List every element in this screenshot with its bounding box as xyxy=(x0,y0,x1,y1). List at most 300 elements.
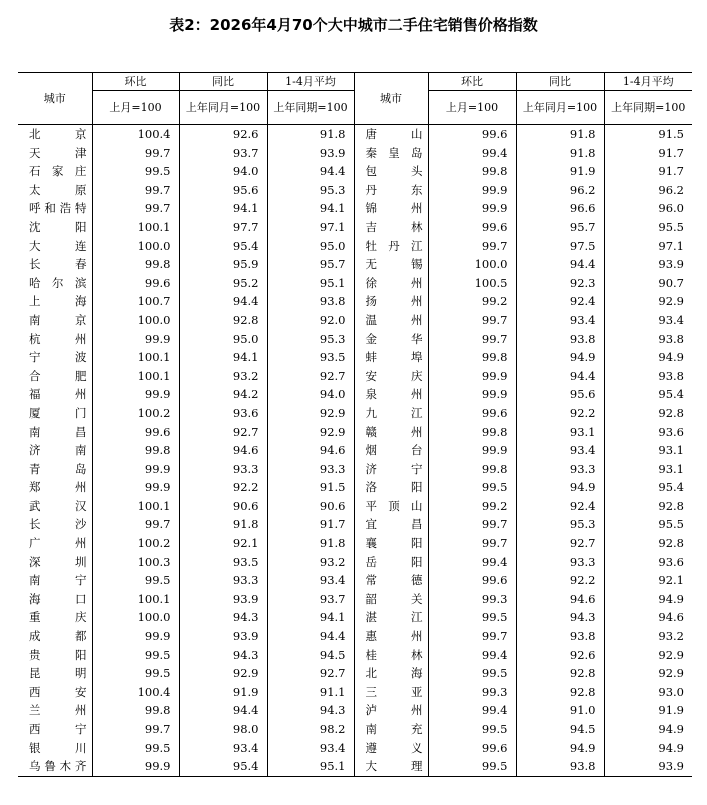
yoy-cell: 90.6 xyxy=(179,497,267,516)
yoy-cell-right: 92.6 xyxy=(516,646,604,665)
avg-cell: 91.7 xyxy=(267,515,354,534)
avg-cell-right: 92.9 xyxy=(604,292,692,311)
table-row xyxy=(18,720,692,739)
mom-cell: 99.5 xyxy=(92,646,179,665)
avg-cell: 92.9 xyxy=(267,423,354,442)
table-row xyxy=(18,348,692,367)
avg-cell: 92.9 xyxy=(267,404,354,423)
yoy-cell-right: 92.4 xyxy=(516,497,604,516)
yoy-cell-right: 92.7 xyxy=(516,534,604,553)
table-row xyxy=(18,311,692,330)
mom-cell: 99.5 xyxy=(92,162,179,181)
mom-subheader: 上月=100 xyxy=(92,91,179,125)
yoy-cell: 94.1 xyxy=(179,348,267,367)
city-cell: 大 连 xyxy=(29,238,87,253)
city-cell: 海 口 xyxy=(29,591,87,606)
mom-cell-right: 99.5 xyxy=(428,664,516,683)
avg-cell: 93.3 xyxy=(267,460,354,479)
mom-cell-right: 99.9 xyxy=(428,367,516,386)
mom-cell: 100.4 xyxy=(92,683,179,702)
mom-cell-right: 99.2 xyxy=(428,497,516,516)
mom-cell-right: 99.5 xyxy=(428,720,516,739)
mom-cell-right: 99.6 xyxy=(428,739,516,758)
yoy-cell: 95.6 xyxy=(179,181,267,200)
yoy-cell-right: 93.8 xyxy=(516,330,604,349)
city-cell: 太 原 xyxy=(29,182,87,197)
mom-cell: 99.5 xyxy=(92,664,179,683)
yoy-cell: 92.9 xyxy=(179,664,267,683)
city-cell: 杭 州 xyxy=(29,331,87,346)
mom-cell-right: 99.8 xyxy=(428,162,516,181)
mom-cell: 100.3 xyxy=(92,553,179,572)
mom-cell: 99.7 xyxy=(92,515,179,534)
avg-cell-right: 93.6 xyxy=(604,553,692,572)
avg-cell-right: 93.0 xyxy=(604,683,692,702)
avg-cell: 94.1 xyxy=(267,199,354,218)
table-body xyxy=(18,125,692,777)
avg-cell-right: 93.6 xyxy=(604,423,692,442)
city-cell: 武 汉 xyxy=(29,498,87,513)
avg-cell-right: 96.2 xyxy=(604,181,692,200)
yoy-cell: 95.0 xyxy=(179,330,267,349)
mom-cell-right: 99.5 xyxy=(428,608,516,627)
city-cell-right: 三 亚 xyxy=(354,683,428,702)
city-cell: 长 春 xyxy=(29,257,87,272)
mom-cell-right: 99.8 xyxy=(428,423,516,442)
city-cell-right: 扬 州 xyxy=(354,292,428,311)
mom-cell-right: 99.6 xyxy=(428,218,516,237)
avg-cell: 93.5 xyxy=(267,348,354,367)
yoy-cell: 93.3 xyxy=(179,460,267,479)
mom-cell: 100.0 xyxy=(92,237,179,256)
mom-header-right: 环比 xyxy=(428,73,516,91)
avg-cell: 91.1 xyxy=(267,683,354,702)
mom-cell: 100.1 xyxy=(92,348,179,367)
city-cell: 青 岛 xyxy=(29,461,87,476)
avg-cell-right: 93.8 xyxy=(604,330,692,349)
yoy-cell: 95.4 xyxy=(179,237,267,256)
city-cell: 沈 阳 xyxy=(29,219,87,234)
city-cell-right: 常 德 xyxy=(354,571,428,590)
yoy-cell: 92.2 xyxy=(179,478,267,497)
city-cell: 西 宁 xyxy=(29,722,87,736)
city-cell-right: 吉 林 xyxy=(354,218,428,237)
avg-cell: 93.8 xyxy=(267,292,354,311)
yoy-cell: 93.9 xyxy=(179,590,267,609)
yoy-cell-right: 94.9 xyxy=(516,739,604,758)
avg-cell-right: 93.9 xyxy=(604,255,692,274)
city-cell: 天 津 xyxy=(29,145,87,160)
yoy-subheader-right: 上年同月=100 xyxy=(516,91,604,125)
yoy-cell: 93.5 xyxy=(179,553,267,572)
yoy-cell: 91.8 xyxy=(179,515,267,534)
avg-cell-right: 94.9 xyxy=(604,590,692,609)
avg-cell: 91.8 xyxy=(267,534,354,553)
city-cell-right: 洛 阳 xyxy=(354,478,428,497)
table-row xyxy=(18,441,692,460)
mom-cell-right: 99.7 xyxy=(428,311,516,330)
mom-cell: 100.1 xyxy=(92,497,179,516)
yoy-cell: 92.6 xyxy=(179,125,267,144)
city-cell-right: 襄 阳 xyxy=(354,534,428,553)
yoy-cell: 93.3 xyxy=(179,571,267,590)
city-cell: 合 肥 xyxy=(29,368,87,383)
city-cell-right: 济 宁 xyxy=(354,460,428,479)
avg-cell: 93.4 xyxy=(267,571,354,590)
city-cell: 贵 阳 xyxy=(29,647,87,662)
yoy-cell-right: 92.2 xyxy=(516,404,604,423)
mom-cell: 100.4 xyxy=(92,125,179,144)
mom-cell-right: 99.5 xyxy=(428,757,516,776)
yoy-cell: 94.4 xyxy=(179,292,267,311)
avg-cell-right: 91.9 xyxy=(604,701,692,720)
table-row xyxy=(18,385,692,404)
city-cell: 深 圳 xyxy=(29,554,87,569)
yoy-cell-right: 91.9 xyxy=(516,162,604,181)
avg-cell-right: 92.8 xyxy=(604,497,692,516)
city-header-right: 城市 xyxy=(354,73,428,125)
avg-cell-right: 96.0 xyxy=(604,199,692,218)
mom-cell: 99.8 xyxy=(92,255,179,274)
mom-cell: 99.6 xyxy=(92,274,179,293)
mom-subheader-right: 上月=100 xyxy=(428,91,516,125)
city-cell-right: 蚌 埠 xyxy=(354,348,428,367)
table-row xyxy=(18,162,692,181)
mom-cell: 99.8 xyxy=(92,701,179,720)
avg-cell-right: 95.4 xyxy=(604,478,692,497)
mom-cell: 99.7 xyxy=(92,181,179,200)
avg-cell: 98.2 xyxy=(267,720,354,739)
avg-cell: 92.0 xyxy=(267,311,354,330)
city-cell: 郑 州 xyxy=(29,480,87,495)
yoy-cell-right: 92.8 xyxy=(516,683,604,702)
avg-cell-right: 95.4 xyxy=(604,385,692,404)
avg-cell: 94.4 xyxy=(267,627,354,646)
table-row xyxy=(18,553,692,572)
city-cell-right: 泸 州 xyxy=(354,701,428,720)
table-row xyxy=(18,497,692,516)
mom-cell: 99.6 xyxy=(92,423,179,442)
mom-cell: 99.5 xyxy=(92,739,179,758)
city-cell-right: 金 华 xyxy=(354,330,428,349)
yoy-cell: 94.2 xyxy=(179,385,267,404)
avg-cell: 93.4 xyxy=(267,739,354,758)
yoy-cell-right: 97.5 xyxy=(516,237,604,256)
city-cell-right: 平 顶 山 xyxy=(354,497,428,516)
avg-cell: 94.6 xyxy=(267,441,354,460)
yoy-cell-right: 91.8 xyxy=(516,144,604,163)
city-cell-right: 温 州 xyxy=(354,311,428,330)
city-cell-right: 唐 山 xyxy=(354,125,428,144)
city-cell: 南 京 xyxy=(29,312,87,327)
avg-cell-right: 93.2 xyxy=(604,627,692,646)
mom-cell-right: 99.4 xyxy=(428,646,516,665)
yoy-cell-right: 91.8 xyxy=(516,125,604,144)
yoy-cell-right: 93.1 xyxy=(516,423,604,442)
yoy-cell-right: 93.4 xyxy=(516,311,604,330)
avg-cell: 97.1 xyxy=(267,218,354,237)
yoy-cell-right: 94.9 xyxy=(516,348,604,367)
avg-cell: 94.1 xyxy=(267,608,354,627)
table-row xyxy=(18,274,692,293)
city-cell: 石 家 庄 xyxy=(29,164,87,179)
city-cell: 成 都 xyxy=(29,629,87,644)
avg-cell-right: 95.5 xyxy=(604,515,692,534)
mom-cell-right: 99.7 xyxy=(428,237,516,256)
avg-cell-right: 91.5 xyxy=(604,125,692,144)
mom-cell-right: 99.7 xyxy=(428,534,516,553)
mom-cell-right: 99.4 xyxy=(428,144,516,163)
mom-cell-right: 99.9 xyxy=(428,181,516,200)
city-cell-right: 惠 州 xyxy=(354,627,428,646)
yoy-cell-right: 94.6 xyxy=(516,590,604,609)
yoy-cell-right: 96.2 xyxy=(516,181,604,200)
mom-cell-right: 99.5 xyxy=(428,478,516,497)
mom-cell-right: 99.7 xyxy=(428,627,516,646)
avg-cell-right: 94.6 xyxy=(604,608,692,627)
avg-cell: 92.7 xyxy=(267,367,354,386)
city-cell: 南 昌 xyxy=(29,424,87,439)
table-row xyxy=(18,515,692,534)
city-cell-right: 遵 义 xyxy=(354,739,428,758)
mom-cell-right: 99.3 xyxy=(428,590,516,609)
avg-cell-right: 97.1 xyxy=(604,237,692,256)
avg-cell: 91.8 xyxy=(267,125,354,144)
mom-cell: 100.1 xyxy=(92,590,179,609)
yoy-cell-right: 92.4 xyxy=(516,292,604,311)
mom-cell-right: 99.6 xyxy=(428,125,516,144)
avg-subheader: 上年同期=100 xyxy=(267,91,354,125)
table-row xyxy=(18,683,692,702)
table-row xyxy=(18,590,692,609)
city-cell-right: 泉 州 xyxy=(354,385,428,404)
mom-cell-right: 99.6 xyxy=(428,404,516,423)
yoy-cell-right: 95.7 xyxy=(516,218,604,237)
yoy-header-right: 同比 xyxy=(516,73,604,91)
mom-cell: 100.0 xyxy=(92,608,179,627)
table-row xyxy=(18,199,692,218)
yoy-cell-right: 93.3 xyxy=(516,553,604,572)
table-row xyxy=(18,757,692,776)
city-cell-right: 湛 江 xyxy=(354,608,428,627)
mom-cell: 100.2 xyxy=(92,404,179,423)
avg-cell-right: 92.9 xyxy=(604,646,692,665)
city-cell: 济 南 xyxy=(29,443,87,458)
mom-cell: 99.7 xyxy=(92,199,179,218)
yoy-cell: 94.0 xyxy=(179,162,267,181)
yoy-cell: 93.4 xyxy=(179,739,267,758)
city-cell-right: 南 充 xyxy=(354,720,428,739)
city-cell: 昆 明 xyxy=(29,666,87,681)
mom-cell: 99.9 xyxy=(92,478,179,497)
avg-cell-right: 92.8 xyxy=(604,404,692,423)
avg-cell: 95.0 xyxy=(267,237,354,256)
city-cell-right: 大 理 xyxy=(354,757,428,776)
mom-cell: 99.7 xyxy=(92,144,179,163)
table-row xyxy=(18,664,692,683)
table-row xyxy=(18,255,692,274)
table-row xyxy=(18,404,692,423)
header-row-1 xyxy=(18,73,692,91)
city-cell: 兰 州 xyxy=(29,703,87,718)
avg-header: 1-4月平均 xyxy=(267,73,354,91)
city-cell: 哈 尔 滨 xyxy=(29,275,87,290)
city-cell-right: 韶 关 xyxy=(354,590,428,609)
yoy-cell: 95.2 xyxy=(179,274,267,293)
mom-cell: 99.9 xyxy=(92,757,179,776)
city-cell-right: 丹 东 xyxy=(354,181,428,200)
mom-cell-right: 100.0 xyxy=(428,255,516,274)
avg-cell: 93.9 xyxy=(267,144,354,163)
yoy-cell-right: 93.8 xyxy=(516,757,604,776)
yoy-cell-right: 94.3 xyxy=(516,608,604,627)
avg-cell: 95.3 xyxy=(267,330,354,349)
avg-cell-right: 93.4 xyxy=(604,311,692,330)
avg-cell: 91.5 xyxy=(267,478,354,497)
city-cell: 重 庆 xyxy=(29,610,87,625)
yoy-cell: 94.3 xyxy=(179,646,267,665)
table-row xyxy=(18,608,692,627)
mom-cell: 99.5 xyxy=(92,571,179,590)
mom-cell: 100.1 xyxy=(92,218,179,237)
avg-cell-right: 93.8 xyxy=(604,367,692,386)
page-title: 表2：2026年4月70个大中城市二手住宅销售价格指数 xyxy=(169,16,538,34)
avg-cell-right: 94.9 xyxy=(604,720,692,739)
avg-cell: 93.7 xyxy=(267,590,354,609)
city-cell: 厦 门 xyxy=(29,405,87,420)
city-cell-right: 桂 林 xyxy=(354,646,428,665)
yoy-cell-right: 93.3 xyxy=(516,460,604,479)
city-cell-right: 秦 皇 岛 xyxy=(354,144,428,163)
yoy-cell-right: 95.6 xyxy=(516,385,604,404)
mom-cell: 99.9 xyxy=(92,330,179,349)
yoy-cell: 94.1 xyxy=(179,199,267,218)
mom-cell-right: 99.9 xyxy=(428,441,516,460)
yoy-cell-right: 92.2 xyxy=(516,571,604,590)
table-row xyxy=(18,534,692,553)
city-cell: 南 宁 xyxy=(29,573,87,588)
yoy-cell: 98.0 xyxy=(179,720,267,739)
avg-cell: 94.3 xyxy=(267,701,354,720)
yoy-cell: 92.7 xyxy=(179,423,267,442)
yoy-cell: 94.6 xyxy=(179,441,267,460)
city-cell-right: 烟 台 xyxy=(354,441,428,460)
mom-cell: 99.8 xyxy=(92,441,179,460)
mom-cell-right: 99.4 xyxy=(428,701,516,720)
avg-cell: 92.7 xyxy=(267,664,354,683)
avg-cell-right: 94.9 xyxy=(604,739,692,758)
yoy-cell: 97.7 xyxy=(179,218,267,237)
avg-cell-right: 91.7 xyxy=(604,144,692,163)
avg-cell: 90.6 xyxy=(267,497,354,516)
mom-cell-right: 99.7 xyxy=(428,330,516,349)
mom-cell: 100.7 xyxy=(92,292,179,311)
avg-cell-right: 95.5 xyxy=(604,218,692,237)
yoy-cell-right: 92.3 xyxy=(516,274,604,293)
city-cell-right: 宜 昌 xyxy=(354,515,428,534)
city-cell: 银 川 xyxy=(29,740,87,755)
avg-cell-right: 94.9 xyxy=(604,348,692,367)
mom-cell: 100.0 xyxy=(92,311,179,330)
avg-cell-right: 93.1 xyxy=(604,460,692,479)
city-cell-right: 包 头 xyxy=(354,162,428,181)
city-cell-right: 牡 丹 江 xyxy=(354,237,428,256)
city-cell-right: 赣 州 xyxy=(354,423,428,442)
mom-cell-right: 99.6 xyxy=(428,571,516,590)
yoy-cell-right: 93.8 xyxy=(516,627,604,646)
mom-cell-right: 99.9 xyxy=(428,199,516,218)
yoy-subheader: 上年同月=100 xyxy=(179,91,267,125)
table-row xyxy=(18,330,692,349)
yoy-cell: 93.2 xyxy=(179,367,267,386)
city-cell: 上 海 xyxy=(29,294,87,309)
yoy-cell-right: 91.0 xyxy=(516,701,604,720)
city-cell: 北 京 xyxy=(29,127,87,141)
avg-cell: 95.1 xyxy=(267,757,354,776)
mom-cell-right: 99.4 xyxy=(428,553,516,572)
yoy-cell-right: 94.9 xyxy=(516,478,604,497)
city-cell: 西 安 xyxy=(29,684,87,699)
city-cell-right: 锦 州 xyxy=(354,199,428,218)
mom-cell-right: 99.8 xyxy=(428,348,516,367)
city-header: 城市 xyxy=(18,73,92,125)
table-row xyxy=(18,739,692,758)
mom-cell: 99.9 xyxy=(92,385,179,404)
table-row xyxy=(18,292,692,311)
mom-cell: 99.9 xyxy=(92,460,179,479)
city-cell: 广 州 xyxy=(29,536,87,551)
table-row xyxy=(18,701,692,720)
avg-cell-right: 90.7 xyxy=(604,274,692,293)
city-cell-right: 九 江 xyxy=(354,404,428,423)
mom-cell: 99.7 xyxy=(92,720,179,739)
avg-cell: 94.4 xyxy=(267,162,354,181)
city-cell-right: 徐 州 xyxy=(354,274,428,293)
table-row xyxy=(18,144,692,163)
mom-cell: 100.2 xyxy=(92,534,179,553)
mom-cell-right: 99.3 xyxy=(428,683,516,702)
yoy-cell: 92.8 xyxy=(179,311,267,330)
avg-cell: 95.3 xyxy=(267,181,354,200)
table-row xyxy=(18,218,692,237)
table-row xyxy=(18,237,692,256)
city-cell-right: 安 庆 xyxy=(354,367,428,386)
avg-cell-right: 93.1 xyxy=(604,441,692,460)
table-row xyxy=(18,181,692,200)
table-row xyxy=(18,367,692,386)
table-row xyxy=(18,627,692,646)
city-cell: 福 州 xyxy=(29,387,87,402)
yoy-cell: 93.7 xyxy=(179,144,267,163)
yoy-cell: 93.6 xyxy=(179,404,267,423)
yoy-cell: 95.9 xyxy=(179,255,267,274)
yoy-cell: 93.9 xyxy=(179,627,267,646)
city-cell: 呼和浩特 xyxy=(29,201,87,216)
yoy-header: 同比 xyxy=(179,73,267,91)
mom-cell: 100.1 xyxy=(92,367,179,386)
yoy-cell-right: 96.6 xyxy=(516,199,604,218)
yoy-cell-right: 95.3 xyxy=(516,515,604,534)
avg-cell-right: 91.7 xyxy=(604,162,692,181)
mom-cell-right: 99.8 xyxy=(428,460,516,479)
table-row xyxy=(18,460,692,479)
avg-subheader-right: 上年同期=100 xyxy=(604,91,692,125)
mom-cell-right: 99.9 xyxy=(428,385,516,404)
yoy-cell-right: 94.4 xyxy=(516,255,604,274)
city-cell-right: 无 锡 xyxy=(354,255,428,274)
table-row xyxy=(18,423,692,442)
avg-cell-right: 92.1 xyxy=(604,571,692,590)
